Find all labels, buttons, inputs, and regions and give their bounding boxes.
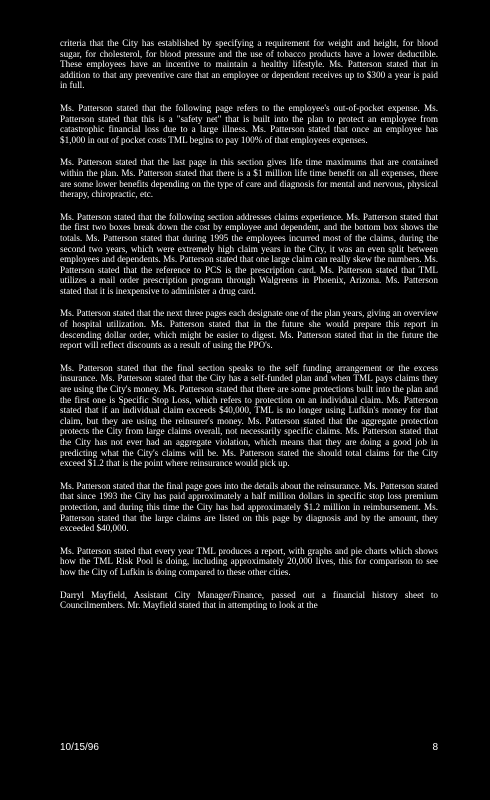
paragraph: Ms. Patterson stated that the following page refers to the employee's out-of-pocket expense. Ms. Patterson stated that this is a "safety net" that is built into the plan to protect an employee from catastrophic financial loss due to a large illness. Ms. Patterson stated that once an employee has $1,000 in out of pocket costs TML begins to pay 100% of that employees expenses. [60,102,438,145]
paragraph: Ms. Patterson stated that every year TML produces a report, with graphs and pie charts which shows how the TML Risk Pool is doing, including approximately 20,000 lives, this for comparison to see how the City of Lufkin is doing compared to these other cities. [60,545,438,577]
paragraph: Ms. Patterson stated that the following section addresses claims experience. Ms. Patterson stated that the first two boxes break down the cost by employee and dependent, and the bottom box shows the totals. Ms. Patterson stated that during 1995 the employees incurred most of the claims, during the second two years, which were extremely high claim years in the City, it was an even split between employees and dependents. Ms. Patterson stated that one large claim can really skew the numbers. Ms. Patterson stated that the reference to PCS is the prescription card. Ms. Patterson stated that TML utilizes a mail order prescription program through Walgreens in Phoenix, Arizona. Ms. Patterson stated that it is inexpensive to administer a drug card. [60,211,438,296]
body-text [60,38,438,611]
paragraph: criteria that the City has established by specifying a requirement for weight and height, for blood sugar, for cholesterol, for blood pressure and the use of tobacco products have a lower deductible. These employees have an incentive to maintain a healthy lifestyle. Ms. Patterson stated that in addition to that any preventive care that an employee or dependent receives up to $300 a year is paid in full. [60,38,438,91]
paragraph: Ms. Patterson stated that the final page goes into the details about the reinsurance. Ms. Patterson stated that since 1993 the City has paid approximately a half million dollars in specific stop loss premium protection, and during this time the City has had approximately $1.2 million in reimbursement. Ms. Patterson stated that the large claims are listed on this page by diagnosis and by the amount, they exceeded $40,000. [60,480,438,534]
page-number: 8 [432,742,438,753]
paragraph: Ms. Patterson stated that the final section speaks to the self funding arrangement or the excess insurance. Ms. Patterson stated that the City has a self-funded plan and when TML pays claims they are using the City's money. Ms. Patterson stated that there are some protections built into the plan and the first one is Specific Stop Loss, which refers to protection on an individual claim. Ms. Patterson stated that if an individual claim exceeds $40,000, TML is no longer using Lufkin's money for that claim, but they are using the reinsurer's money. Ms. Patterson stated that the aggregate protection protects the City from large claims overall, not necessarily specific claims. Ms. Patterson stated that the City has not ever had an aggregate violation, which means that they are doing a good job in predicting what the City's claims will be. Ms. Patterson stated the should total claims for the City exceed $1.2 that is the point where reinsurance would pick up. [60,362,438,469]
page-footer [60,743,438,754]
footer-date: 10/15/96 [60,742,99,753]
paragraph: Darryl Mayfield, Assistant City Manager/Finance, passed out a financial history sheet to Councilmembers. Mr. Mayfield stated that in attempting to look at the [60,589,438,611]
paragraph: Ms. Patterson stated that the last page in this section gives life time maximums that are contained within the plan. Ms. Patterson stated that there is a $1 million life time benefit on all expenses, there are some lower benefits depending on the type of care and diagnosis for mental and nervous, physical therapy, chiropractic, etc. [60,157,438,200]
paragraph: Ms. Patterson stated that the next three pages each designate one of the plan years, giving an overview of hospital utilization. Ms. Patterson stated that in the future she would prepare this report in descending dollar order, which might be easier to digest. Ms. Patterson stated that in the future the report will reflect discounts as a result of using the PPO's. [60,308,438,351]
